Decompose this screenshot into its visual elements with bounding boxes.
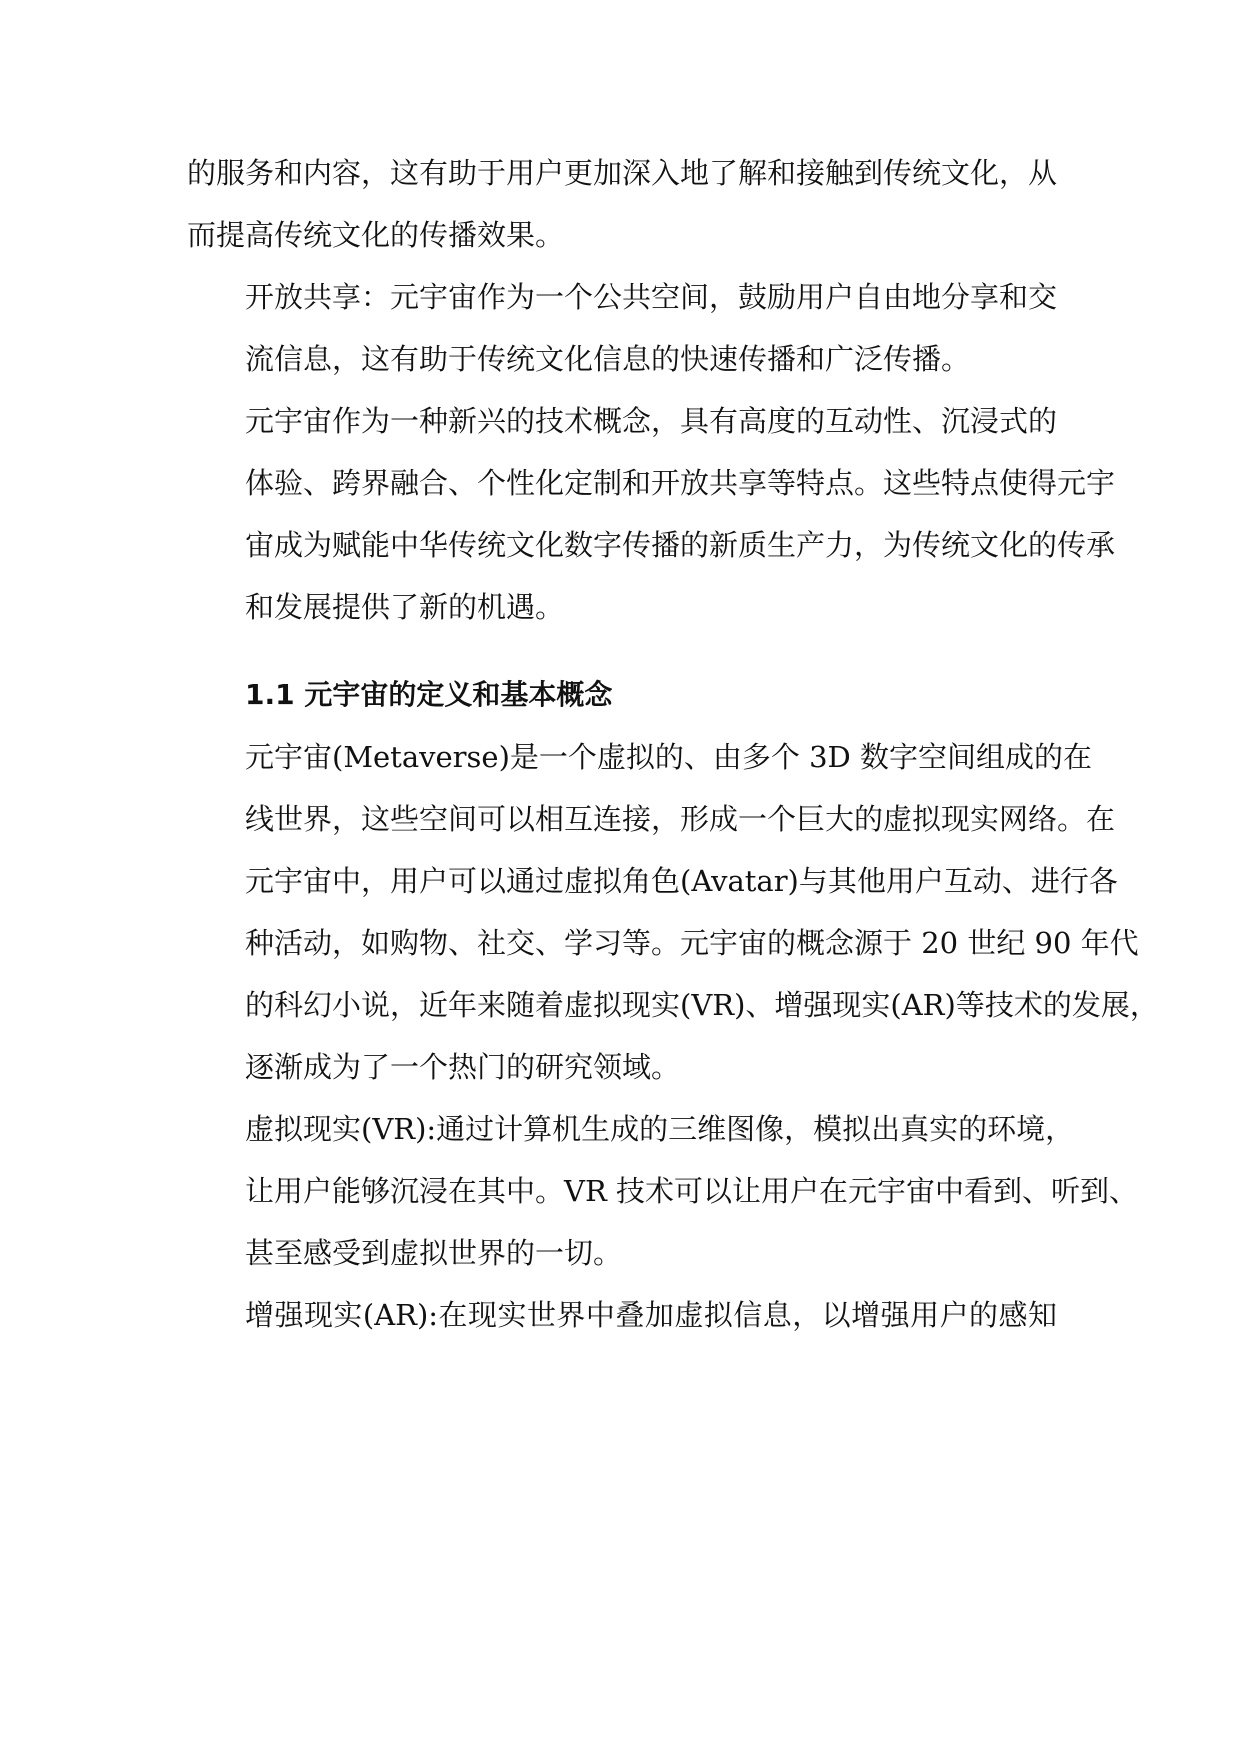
text-line: 而提高传统文化的传播效果。 (187, 218, 565, 252)
paragraph-metaverse-features (187, 390, 1116, 638)
text-line: 开放共享：元宇宙作为一个公共空间，鼓励用户自由地分享和交 (245, 280, 1058, 314)
paragraph-metaverse-definition (187, 726, 1159, 1098)
paragraph-augmented-reality (187, 1284, 1057, 1346)
paragraph-service-content (187, 142, 1057, 266)
text-line: 虚拟现实(VR):通过计算机生成的三维图像，模拟出真实的环境， (245, 1112, 1075, 1146)
text-line: 的服务和内容，这有助于用户更加深入地了解和接触到传统文化，从 (187, 156, 1058, 190)
paragraph-virtual-reality (187, 1098, 1138, 1284)
text-line: 元宇宙作为一种新兴的技术概念，具有高度的互动性、沉浸式的 (245, 404, 1058, 438)
text-line: 元宇宙中，用户可以通过虚拟角色(Avatar)与其他用户互动、进行各 (245, 864, 1118, 898)
text-line: 的科幻小说，近年来随着虚拟现实(VR)、增强现实(AR)等技术的发展， (245, 988, 1159, 1022)
text-line: 逐渐成为了一个热门的研究领域。 (245, 1050, 681, 1084)
section-heading: 1.1 元宇宙的定义和基本概念 (245, 678, 613, 711)
text-line: 元宇宙(Metaverse)是一个虚拟的、由多个 3D 数字空间组成的在 (245, 740, 1093, 774)
text-line: 和发展提供了新的机遇。 (245, 590, 565, 624)
text-line: 线世界，这些空间可以相互连接，形成一个巨大的虚拟现实网络。在 (245, 802, 1116, 836)
text-line: 体验、跨界融合、个性化定制和开放共享等特点。这些特点使得元宇 (245, 466, 1116, 500)
text-line: 流信息，这有助于传统文化信息的快速传播和广泛传播。 (245, 342, 971, 376)
paragraph-open-sharing (187, 266, 1057, 390)
text-line: 增强现实(AR):在现实世界中叠加虚拟信息，以增强用户的感知 (245, 1298, 1057, 1332)
document-body (187, 142, 1159, 1346)
text-line: 宙成为赋能中华传统文化数字传播的新质生产力，为传统文化的传承 (245, 528, 1116, 562)
text-line: 种活动，如购物、社交、学习等。元宇宙的概念源于 20 世纪 90 年代 (245, 926, 1139, 960)
text-line: 甚至感受到虚拟世界的一切。 (245, 1236, 623, 1270)
text-line: 让用户能够沉浸在其中。VR 技术可以让用户在元宇宙中看到、听到、 (245, 1174, 1138, 1208)
